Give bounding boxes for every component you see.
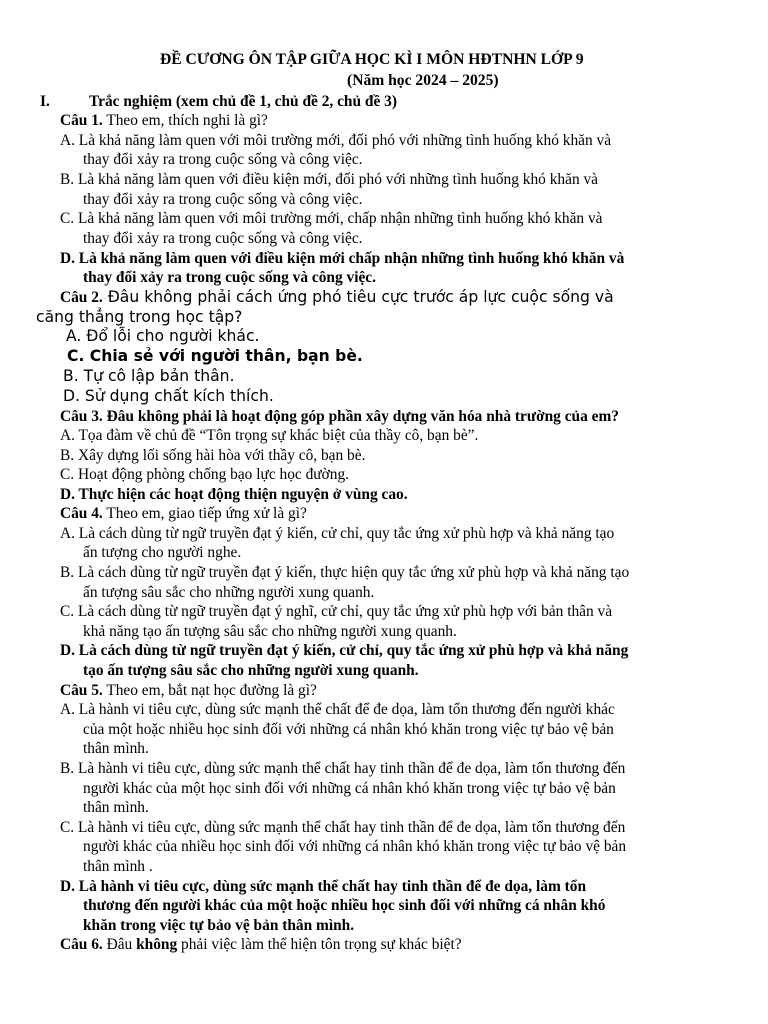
q2-option-a: A. Đổ lỗi cho người khác. [66, 327, 260, 345]
q4-option-c-cont: khả năng tạo ấn tượng sâu sắc cho những người xung quanh. [83, 623, 457, 640]
q2-option-b: B. Tự cô lập bản thân. [63, 367, 235, 385]
q1-option-d-answer: D. Là khả năng làm quen với điều kiện mới chấp nhận những tình huống khó khăn và [60, 250, 625, 267]
section-number: I. [40, 93, 50, 110]
q5-option-d-answer-cont-1: thương đến người khác của một hoặc nhiều học sinh đối với những cá nhân khó [83, 897, 606, 914]
q5-option-a-cont-1: của một hoặc nhiều học sinh đối với những cá nhân khó khăn trong việc tự bảo vệ bản [83, 721, 614, 738]
q1-option-a: A. Là khả năng làm quen với môi trường mới, đối phó với những tình huống khó khăn và [60, 132, 612, 149]
question-5-text: Theo em, bắt nạt học đường là gì? [102, 682, 317, 699]
question-6-stem [60, 935, 462, 955]
question-4-label: Câu 4. [60, 505, 103, 522]
q4-option-d-answer: D. Là cách dùng từ ngữ truyền đạt ý kiến, cử chỉ, quy tắc ứng xử phù hợp và khả năng [60, 642, 629, 659]
q1-option-c-cont: thay đổi xảy ra trong cuộc sống và công việc. [83, 230, 363, 247]
q4-option-b: B. Là cách dùng từ ngữ truyền đạt ý kiến, thực hiện quy tắc ứng xử phù hợp và khả năng tạo [60, 564, 630, 581]
question-6-text-post: phải việc làm thể hiện tôn trọng sự khác biệt? [177, 936, 462, 953]
q2-option-c-answer: C. Chia sẻ với người thân, bạn bè. [67, 347, 363, 365]
question-6-text-pre: Đâu [102, 936, 137, 953]
q5-option-b-cont-1: người khác của một học sinh đối với những cá nhân khó khăn trong việc tự bảo vệ bản [83, 780, 616, 797]
q1-option-a-cont: thay đổi xảy ra trong cuộc sống và công việc. [83, 151, 363, 168]
q1-option-b-cont: thay đổi xảy ra trong cuộc sống và công việc. [83, 191, 363, 208]
q3-option-d-answer: D. Thực hiện các hoạt động thiện nguyện ở vùng cao. [60, 486, 408, 503]
q5-option-d-answer-cont-2: khăn trong việc tự bảo vệ bản thân mình. [83, 917, 355, 934]
question-2-text-cont: căng thẳng trong học tập? [36, 308, 243, 326]
question-2-text: Đâu không phải cách ứng phó tiêu cực trước áp lực cuộc sống và [102, 288, 614, 306]
q5-option-b-cont-2: thân mình. [83, 799, 149, 816]
question-1-stem [60, 111, 268, 131]
question-2-stem [60, 287, 614, 308]
q4-option-a-cont: ấn tượng cho người nghe. [83, 544, 242, 561]
q5-option-a: A. Là hành vi tiêu cực, dùng sức mạnh thể chất để đe dọa, làm tổn thương đến người khác [60, 701, 615, 718]
q2-option-d: D. Sử dụng chất kích thích. [63, 387, 274, 405]
q5-option-b: B. Là hành vi tiêu cực, dùng sức mạnh thể chất hay tinh thần để đe dọa, làm tổn thương đến [60, 760, 626, 777]
question-6-label: Câu 6. [60, 936, 103, 953]
question-5-label: Câu 5. [60, 682, 103, 699]
question-5-stem [60, 681, 317, 701]
q1-option-d-answer-cont: thay đổi xảy ra trong cuộc sống và công việc. [83, 269, 376, 286]
section-title: Trắc nghiệm (xem chủ đề 1, chủ đề 2, chủ đề 3) [89, 93, 397, 110]
question-6-emphasis: không [136, 936, 178, 953]
q3-option-b: B. Xây dựng lối sống hài hòa với thầy cô, bạn bè. [60, 447, 366, 464]
question-4-text: Theo em, giao tiếp ứng xử là gì? [102, 505, 307, 522]
q4-option-d-answer-cont: tạo ấn tượng sâu sắc cho những người xung quanh. [83, 662, 419, 679]
question-4-stem [60, 504, 307, 524]
question-1-label: Câu 1. [60, 112, 103, 129]
q5-option-c-cont-2: thân mình . [83, 858, 153, 875]
q4-option-a: A. Là cách dùng từ ngữ truyền đạt ý kiến, cử chỉ, quy tắc ứng xử phù hợp và khả năng tạo [60, 525, 615, 542]
document-title: ĐỀ CƯƠNG ÔN TẬP GIỮA HỌC KÌ I MÔN HĐTNHN LỚP 9 [160, 51, 584, 68]
q5-option-c-cont-1: người khác của nhiều học sinh đối với những cá nhân khó khăn trong việc tự bảo vệ bản [83, 838, 627, 855]
q4-option-b-cont: ấn tượng sâu sắc cho những người xung quanh. [83, 584, 375, 601]
q1-option-c: C. Là khả năng làm quen với môi trường mới, chấp nhận những tình huống khó khăn và [60, 210, 603, 227]
question-1-text: Theo em, thích nghi là gì? [102, 112, 268, 129]
q1-option-b: B. Là khả năng làm quen với điều kiện mới, đối phó với những tình huống khó khăn và [60, 171, 599, 188]
q3-option-a: A. Tọa đàm về chủ đề “Tôn trọng sự khác biệt của thầy cô, bạn bè”. [60, 427, 479, 444]
q3-option-c: C. Hoạt động phòng chống bạo lực học đường. [60, 466, 349, 483]
q4-option-c: C. Là cách dùng từ ngữ truyền đạt ý nghĩ, cử chỉ, quy tắc ứng xử phù hợp với bản thân và [60, 603, 613, 620]
question-3-stem: Câu 3. Đâu không phải là hoạt động góp phần xây dựng văn hóa nhà trường của em? [60, 408, 619, 425]
q5-option-c: C. Là hành vi tiêu cực, dùng sức mạnh thể chất hay tinh thần để đe dọa, làm tổn thương đến [60, 819, 626, 836]
question-2-label: Câu 2. [60, 289, 103, 306]
school-year: (Năm học 2024 – 2025) [347, 72, 499, 89]
q5-option-a-cont-2: thân mình. [83, 740, 149, 757]
q5-option-d-answer: D. Là hành vi tiêu cực, dùng sức mạnh thể chất hay tinh thần để đe dọa, làm tổn [60, 878, 587, 895]
